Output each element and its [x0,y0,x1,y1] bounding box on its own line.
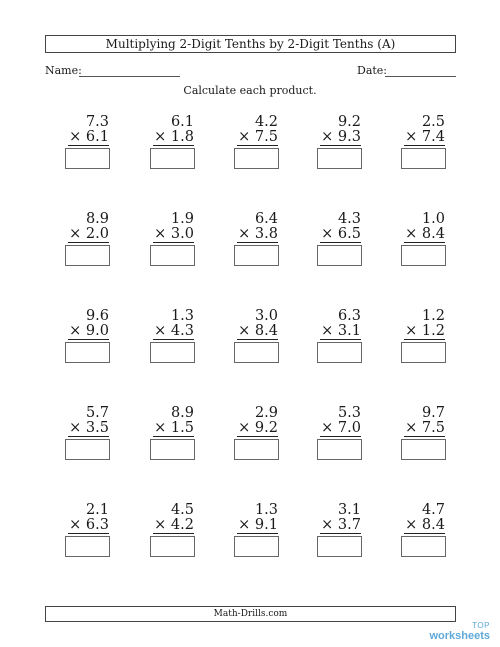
name-field-line[interactable] [79,76,180,77]
answer-box[interactable] [317,536,362,557]
answer-box[interactable] [234,342,279,363]
problem-5 [397,114,457,174]
multiplicand: 1.3 [170,308,194,324]
multiplicand: 2.1 [85,502,109,518]
problem-15 [397,308,457,368]
multiplicand: 7.3 [85,114,109,130]
multiplier: × 8.4 [405,226,445,242]
answer-box[interactable] [65,245,110,266]
multiplicand: 9.6 [85,308,109,324]
problem-20 [397,405,457,465]
multiplicand: 9.7 [421,405,445,421]
multiplier: × 3.0 [154,226,194,242]
problem-21 [61,502,121,562]
answer-box[interactable] [234,536,279,557]
multiplicand: 4.3 [337,211,361,227]
multiplicand: 1.0 [421,211,445,227]
answer-box[interactable] [317,245,362,266]
multiplier: × 3.8 [238,226,278,242]
multiplier: × 7.4 [405,129,445,145]
multiplier: × 3.1 [321,323,361,339]
answer-box[interactable] [401,439,446,460]
answer-box[interactable] [317,342,362,363]
problem-13 [230,308,290,368]
answer-box[interactable] [65,342,110,363]
multiplier: × 9.0 [69,323,109,339]
problem-12 [146,308,206,368]
answer-box[interactable] [234,439,279,460]
problem-1 [61,114,121,174]
multiplicand: 1.9 [170,211,194,227]
multiplicand: 5.3 [337,405,361,421]
problem-9 [313,211,373,271]
footer-source: Math-Drills.com [45,606,456,622]
multiplicand: 8.9 [85,211,109,227]
multiplicand: 6.3 [337,308,361,324]
multiplier: × 1.2 [405,323,445,339]
multiplicand: 4.2 [254,114,278,130]
multiplier: × 9.2 [238,420,278,436]
name-label: Name: [45,64,82,77]
multiplier: × 7.5 [405,420,445,436]
name-date-row [45,64,456,80]
answer-box[interactable] [401,245,446,266]
answer-box[interactable] [234,148,279,169]
answer-box[interactable] [65,536,110,557]
multiplier: × 1.5 [154,420,194,436]
answer-box[interactable] [150,439,195,460]
answer-box[interactable] [150,536,195,557]
multiplier: × 8.4 [405,517,445,533]
multiplier: × 6.3 [69,517,109,533]
problem-25 [397,502,457,562]
problem-10 [397,211,457,271]
brand-top-word: TOP [472,621,490,630]
worksheet-title: Multiplying 2-Digit Tenths by 2-Digit Tenths (A) [45,35,456,53]
multiplier: × 3.5 [69,420,109,436]
multiplier: × 9.3 [321,129,361,145]
multiplicand: 2.9 [254,405,278,421]
problem-16 [61,405,121,465]
problem-18 [230,405,290,465]
multiplier: × 2.0 [69,226,109,242]
multiplicand: 6.1 [170,114,194,130]
date-field-line[interactable] [385,76,456,77]
instructions: Calculate each product. [183,84,317,97]
multiplier: × 1.8 [154,129,194,145]
problem-24 [313,502,373,562]
multiplicand: 1.3 [254,502,278,518]
multiplicand: 4.7 [421,502,445,518]
problem-8 [230,211,290,271]
answer-box[interactable] [150,245,195,266]
multiplicand: 8.9 [170,405,194,421]
multiplicand: 1.2 [421,308,445,324]
answer-box[interactable] [401,148,446,169]
answer-box[interactable] [401,536,446,557]
answer-box[interactable] [65,148,110,169]
problem-22 [146,502,206,562]
multiplicand: 2.5 [421,114,445,130]
problem-2 [146,114,206,174]
multiplicand: 9.2 [337,114,361,130]
answer-box[interactable] [317,148,362,169]
multiplier: × 4.2 [154,517,194,533]
problem-6 [61,211,121,271]
problem-23 [230,502,290,562]
brand-logo [429,621,490,641]
multiplier: × 9.1 [238,517,278,533]
problem-14 [313,308,373,368]
answer-box[interactable] [150,342,195,363]
answer-box[interactable] [65,439,110,460]
multiplier: × 8.4 [238,323,278,339]
problem-4 [313,114,373,174]
problem-11 [61,308,121,368]
multiplicand: 5.7 [85,405,109,421]
multiplicand: 3.1 [337,502,361,518]
problem-7 [146,211,206,271]
multiplier: × 6.5 [321,226,361,242]
multiplier: × 6.1 [69,129,109,145]
answer-box[interactable] [317,439,362,460]
multiplicand: 6.4 [254,211,278,227]
multiplier: × 4.3 [154,323,194,339]
answer-box[interactable] [401,342,446,363]
date-label: Date: [357,64,388,77]
problem-17 [146,405,206,465]
multiplicand: 4.5 [170,502,194,518]
multiplier: × 3.7 [321,517,361,533]
multiplier: × 7.5 [238,129,278,145]
multiplier: × 7.0 [321,420,361,436]
brand-bottom-word: worksheets [429,630,490,642]
problem-3 [230,114,290,174]
answer-box[interactable] [150,148,195,169]
answer-box[interactable] [234,245,279,266]
multiplicand: 3.0 [254,308,278,324]
problem-19 [313,405,373,465]
